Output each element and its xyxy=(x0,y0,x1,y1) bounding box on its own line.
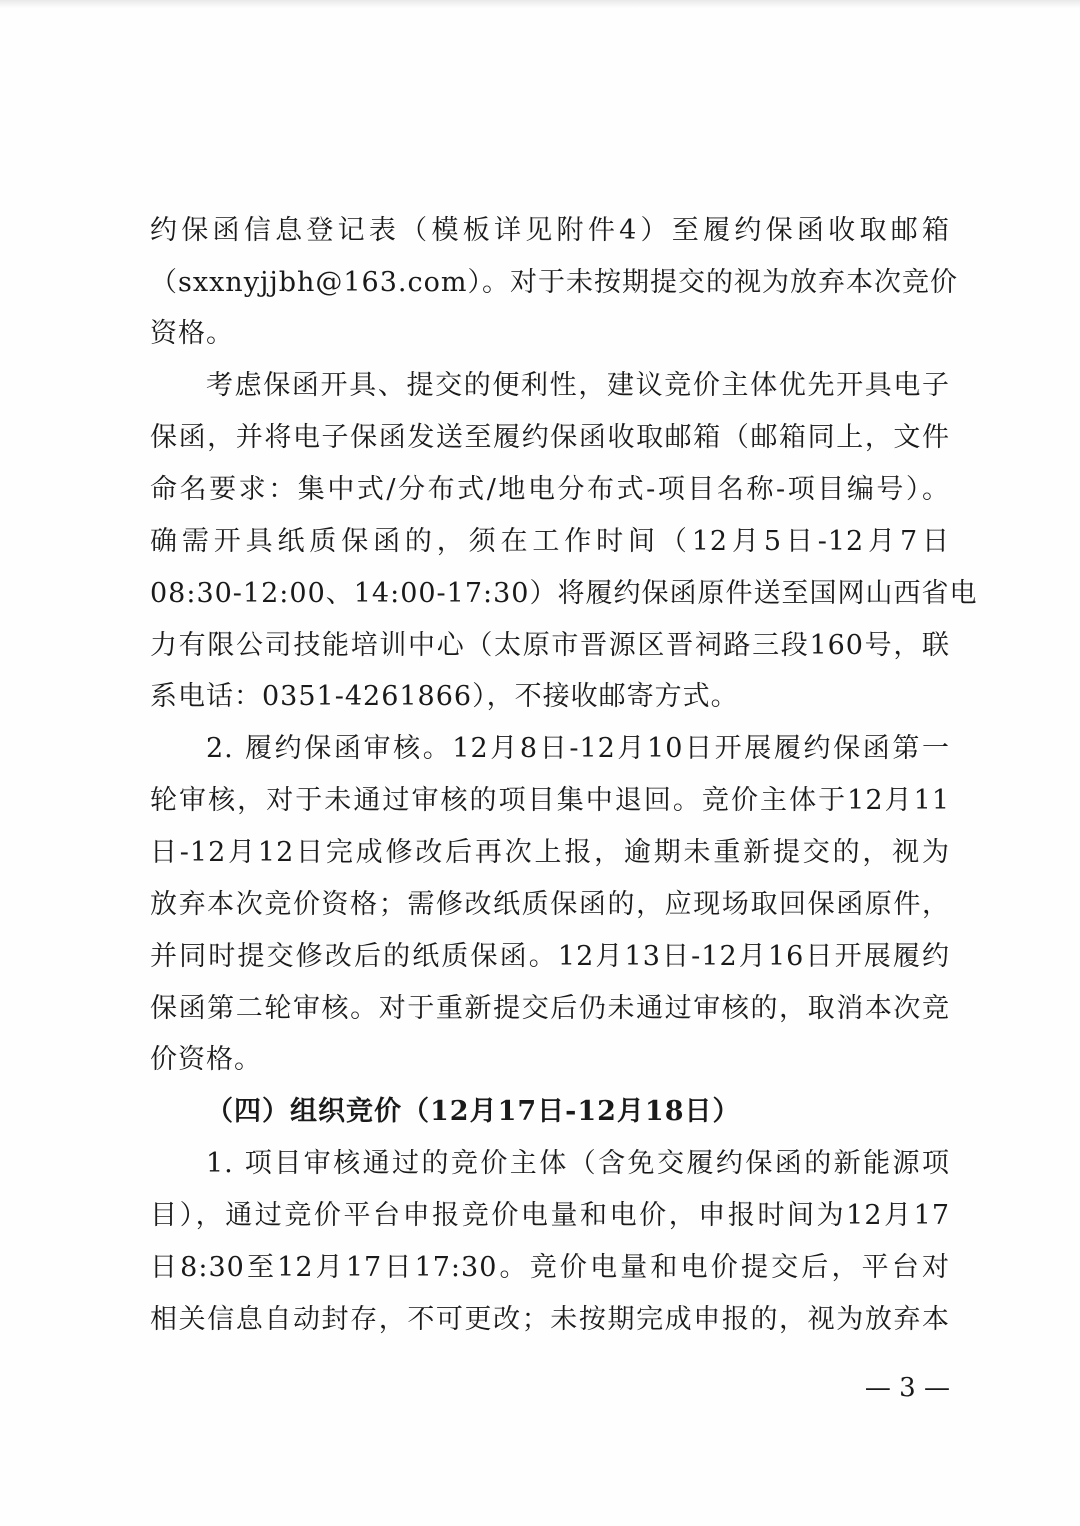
body-line-6: 命名要求：集中式/分布式/地电分布式-项目名称-项目编号）。 xyxy=(150,474,950,505)
body-line-7: 确需开具纸质保函的，须在工作时间（12月5日-12月7日 xyxy=(150,526,950,557)
page-number: — 3 — xyxy=(864,1373,950,1403)
body-line-10: 系电话：0351-4261866），不接收邮寄方式。 xyxy=(150,681,739,712)
section-heading: （四）组织竞价（12月17日-12月18日） xyxy=(206,1096,741,1127)
paragraph-start-line-4: 考虑保函开具、提交的便利性，建议竞价主体优先开具电子 xyxy=(206,370,950,401)
paragraph-start-line-11: 2. 履约保函审核。12月8日-12月10日开展履约保函第一 xyxy=(206,733,950,764)
body-line-9: 力有限公司技能培训中心（太原市晋源区晋祠路三段160号，联 xyxy=(150,630,950,661)
body-line-14: 放弃本次竞价资格；需修改纸质保函的，应现场取回保函原件， xyxy=(150,889,950,920)
page-top-edge xyxy=(0,0,1080,8)
body-line-8: 08:30-12:00、14:00-17:30）将履约保函原件送至国网山西省电 xyxy=(150,578,978,609)
body-line-12: 轮审核，对于未通过审核的项目集中退回。竞价主体于12月11 xyxy=(150,785,950,816)
body-line-3: 资格。 xyxy=(150,318,234,349)
body-line-22: 相关信息自动封存，不可更改；未按期完成申报的，视为放弃本 xyxy=(150,1304,950,1335)
body-line-15: 并同时提交修改后的纸质保函。12月13日-12月16日开展履约 xyxy=(150,941,950,972)
body-line-21: 日8:30至12月17日17:30。竞价电量和电价提交后，平台对 xyxy=(150,1252,950,1283)
body-line-20: 目），通过竞价平台申报竞价电量和电价，申报时间为12月17 xyxy=(150,1200,950,1231)
body-line-2: （sxxnyjjbh@163.com）。对于未按期提交的视为放弃本次竞价 xyxy=(150,267,958,298)
body-line-1: 约保函信息登记表（模板详见附件4）至履约保函收取邮箱 xyxy=(150,215,950,246)
body-line-16: 保函第二轮审核。对于重新提交后仍未通过审核的，取消本次竞 xyxy=(150,993,950,1024)
body-line-5: 保函，并将电子保函发送至履约保函收取邮箱（邮箱同上，文件 xyxy=(150,422,950,453)
body-line-17: 价资格。 xyxy=(150,1044,262,1075)
body-line-13: 日-12月12日完成修改后再次上报，逾期未重新提交的，视为 xyxy=(150,837,950,868)
paragraph-start-line-19: 1. 项目审核通过的竞价主体（含免交履约保函的新能源项 xyxy=(206,1148,950,1179)
